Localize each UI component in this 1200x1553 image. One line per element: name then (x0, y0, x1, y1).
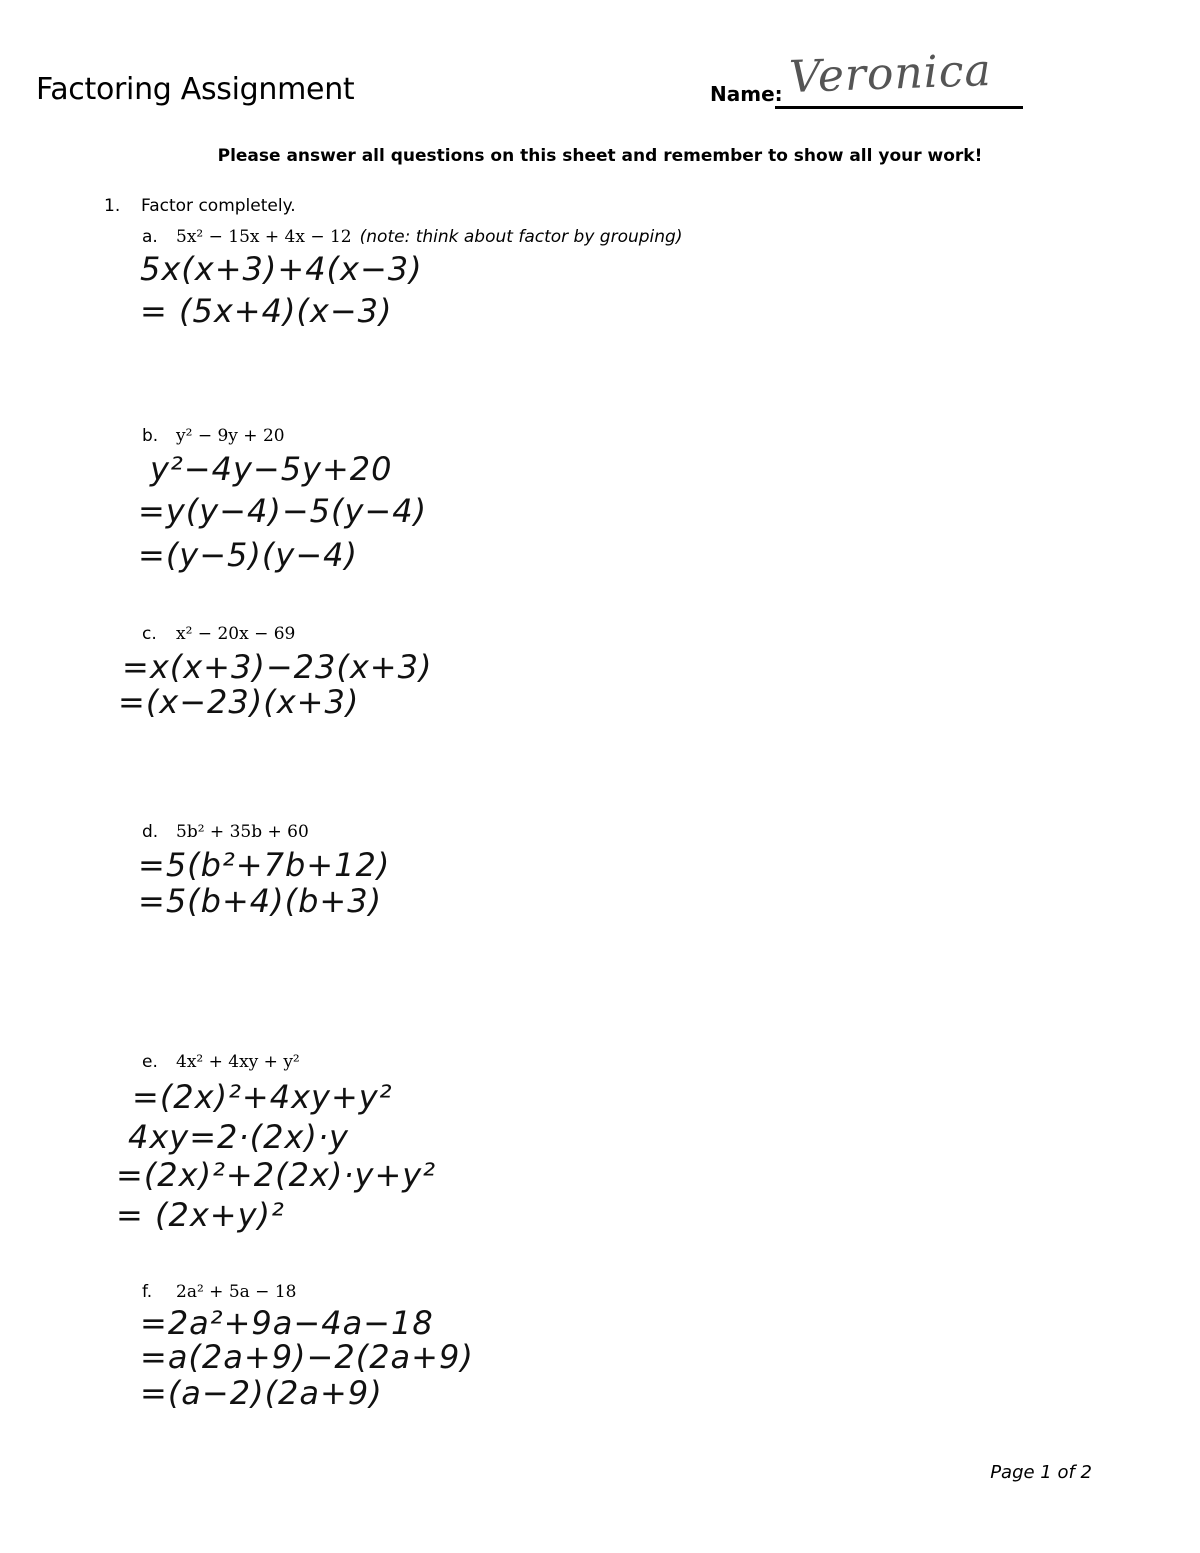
part-c-prompt (142, 624, 295, 644)
work-line: =5(b+4)(b+3) (138, 882, 383, 920)
work-line: =5(b²+7b+12) (138, 846, 391, 884)
part-letter: b. (142, 426, 159, 446)
name-label: Name: (710, 82, 783, 106)
work-line: = (5x+4)(x−3) (140, 292, 393, 330)
part-note: (note: think about factor by grouping) (359, 227, 683, 247)
part-expression: 4x² + 4xy + y² (176, 1052, 300, 1072)
part-expression: 5x² − 15x + 4x − 12 (176, 227, 352, 247)
name-signature: Veronica (788, 44, 993, 103)
work-line: =(x−23)(x+3) (118, 683, 360, 721)
work-line: =a(2a+9)−2(2a+9) (140, 1338, 474, 1376)
part-expression: 2a² + 5a − 18 (176, 1282, 297, 1302)
work-line: =x(x+3)−23(x+3) (122, 648, 433, 686)
work-line: =(2x)²+4xy+y² (132, 1078, 393, 1116)
work-line: =(a−2)(2a+9) (140, 1374, 383, 1412)
work-line: =(2x)²+2(2x)·y+y² (116, 1156, 437, 1194)
work-line: =y(y−4)−5(y−4) (138, 492, 428, 530)
part-b-prompt (142, 426, 285, 446)
part-expression: y² − 9y + 20 (176, 426, 285, 446)
part-expression: x² − 20x − 69 (176, 624, 296, 644)
work-line: = (2x+y)² (116, 1196, 285, 1234)
part-letter: a. (142, 227, 158, 247)
part-d-prompt (142, 822, 309, 842)
part-e-prompt (142, 1052, 300, 1072)
page-title: Factoring Assignment (36, 72, 355, 107)
part-letter: c. (142, 624, 157, 644)
work-line: =(y−5)(y−4) (138, 536, 358, 574)
part-f-prompt (142, 1282, 296, 1302)
work-line: y²−4y−5y+20 (150, 450, 393, 488)
part-a-prompt (142, 227, 682, 247)
instructions: Please answer all questions on this sheet and remember to show all your work! (217, 146, 983, 166)
part-letter: d. (142, 822, 159, 842)
part-letter: e. (142, 1052, 158, 1072)
name-underline (775, 106, 1023, 109)
work-line: 4xy=2·(2x)·y (128, 1118, 349, 1156)
part-letter: f. (142, 1282, 153, 1302)
part-expression: 5b² + 35b + 60 (176, 822, 309, 842)
page-number: Page 1 of 2 (990, 1462, 1092, 1483)
work-line: 5x(x+3)+4(x−3) (140, 250, 423, 288)
question-number: 1. (104, 196, 121, 216)
question-text: Factor completely. (141, 196, 296, 216)
work-line: =2a²+9a−4a−18 (140, 1304, 434, 1342)
